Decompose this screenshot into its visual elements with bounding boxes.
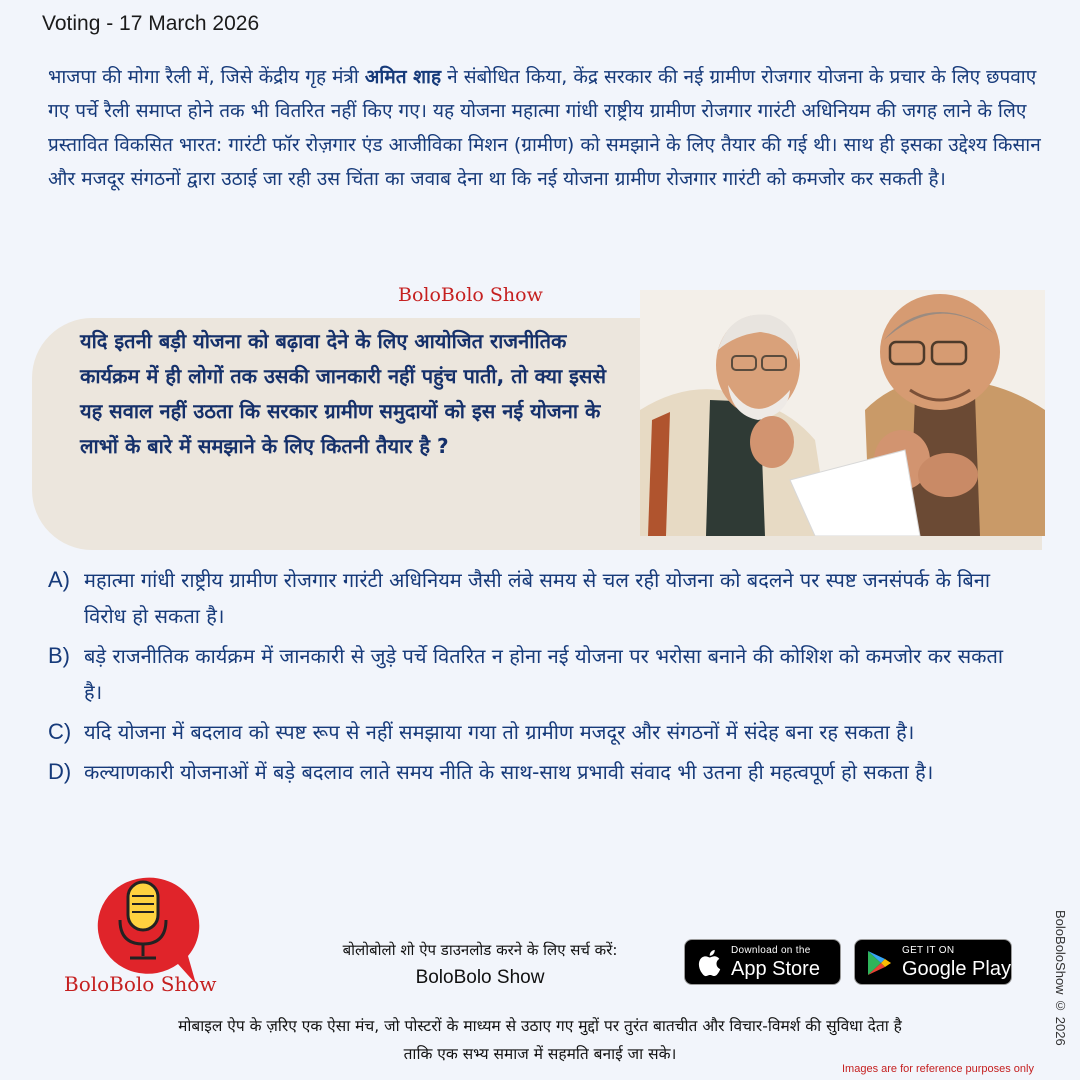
- option-letter: C): [48, 719, 72, 744]
- option-text: कल्याणकारी योजनाओं में बड़े बदलाव लाते समय नीति के साथ-साथ प्रभावी संवाद भी उतना ही महत्वपूर्ण हो सकता है।: [84, 760, 934, 784]
- politicians-photo: [640, 290, 1045, 536]
- intro-paragraph: [48, 60, 1048, 196]
- footer-text: [40, 1012, 1040, 1068]
- option-letter: B): [48, 643, 70, 668]
- option-text: बड़े राजनीतिक कार्यक्रम में जानकारी से जुड़े पर्चे वितरित न होना नई योजना पर भरोसा बनाने की कोशिश को कमजोर कर सकता है।: [84, 644, 1004, 704]
- post-date: Voting - 17 March 2026: [42, 12, 260, 35]
- footer-line-2: ताकि एक सभ्य समाज में सहमति बनाई जा सके।: [403, 1045, 677, 1063]
- question-text: यदि इतनी बड़ी योजना को बढ़ावा देने के लिए आयोजित राजनीतिक कार्यक्रम में ही लोगों तक उसकी जानकारी नहीं पहुंच पाती, तो क्या इससे यह सवाल नहीं उठता कि सरकार ग्रामीण समुदायों को इस नई योजना के लाभों के बारे में समझाने के लिए कितनी तैयार है ?: [80, 329, 606, 458]
- google-play-small-text: GET IT ON: [902, 945, 955, 956]
- app-store-label: App Store: [731, 958, 820, 980]
- download-app-name: BoloBolo Show: [415, 967, 545, 988]
- image-disclaimer: Images are for reference purposes only: [842, 1063, 1034, 1075]
- download-prompt: [290, 936, 670, 992]
- intro-text-after: ने संबोधित किया, केंद्र सरकार की नई ग्रामीण रोजगार योजना के प्रचार के लिए छपवाए गए पर्चे रैली समाप्त होने तक भी वितरित नहीं किए गए। यह योजना महात्मा गांधी राष्ट्रीय ग्रामीण रोजगार गारंटी अधिनियम की जगह लाने के लिए प्रस्तावित विकसित भारत: गारंटी फॉर रोज़गार एंड आजीविका मिशन (ग्रामीण) को समझाने के लिए तैयार की गई थी। साथ ही इसका उद्देश्य किसान और मजदूर संगठनों द्वारा उठाई जा रही उस चिंता का जवाब देना था कि नई योजना ग्रामीण रोजगार गारंटी को कमजोर कर सकती है।: [48, 66, 1041, 190]
- option-a[interactable]: [48, 562, 1008, 634]
- brand-tag: BoloBolo Show: [398, 284, 543, 306]
- app-store-button[interactable]: [684, 939, 841, 985]
- option-d[interactable]: [48, 754, 1008, 790]
- option-letter: A): [48, 567, 70, 592]
- footer-line-1: मोबाइल ऐप के ज़रिए एक ऐसा मंच, जो पोस्टरों के माध्यम से उठाए गए मुद्दों पर तुरंत बातचीत और विचार-विमर्श की सुविधा देता है: [178, 1017, 902, 1035]
- intro-highlight-name: अमित शाह: [364, 66, 442, 88]
- option-letter: D): [48, 759, 72, 784]
- download-prompt-text: बोलोबोलो शो ऐप डाउनलोड करने के लिए सर्च करें:: [342, 941, 618, 959]
- logo-text: BoloBolo Show: [64, 972, 217, 996]
- politicians-illustration: [640, 290, 1045, 536]
- option-text: महात्मा गांधी राष्ट्रीय ग्रामीण रोजगार गारंटी अधिनियम जैसी लंबे समय से चल रही योजना को बदलने पर स्पष्ट जनसंपर्क के बिना विरोध हो सकता है।: [84, 568, 991, 628]
- option-b[interactable]: [48, 638, 1008, 710]
- option-c[interactable]: [48, 714, 1008, 750]
- intro-text-before: भाजपा की मोगा रैली में, जिसे केंद्रीय गृह मंत्री: [48, 66, 365, 88]
- answer-options: [48, 562, 1008, 794]
- app-store-small-text: Download on the: [731, 945, 811, 956]
- google-play-button[interactable]: [854, 939, 1012, 985]
- play-triangle-icon: [865, 949, 893, 977]
- option-text: यदि योजना में बदलाव को स्पष्ट रूप से नहीं समझाया गया तो ग्रामीण मजदूर और संगठनों में संदेह बना रह सकता है।: [84, 720, 915, 744]
- apple-icon: [697, 949, 721, 977]
- copyright-text: BoloBoloShow © 2026: [1053, 910, 1068, 1046]
- google-play-label: Google Play: [902, 958, 1011, 980]
